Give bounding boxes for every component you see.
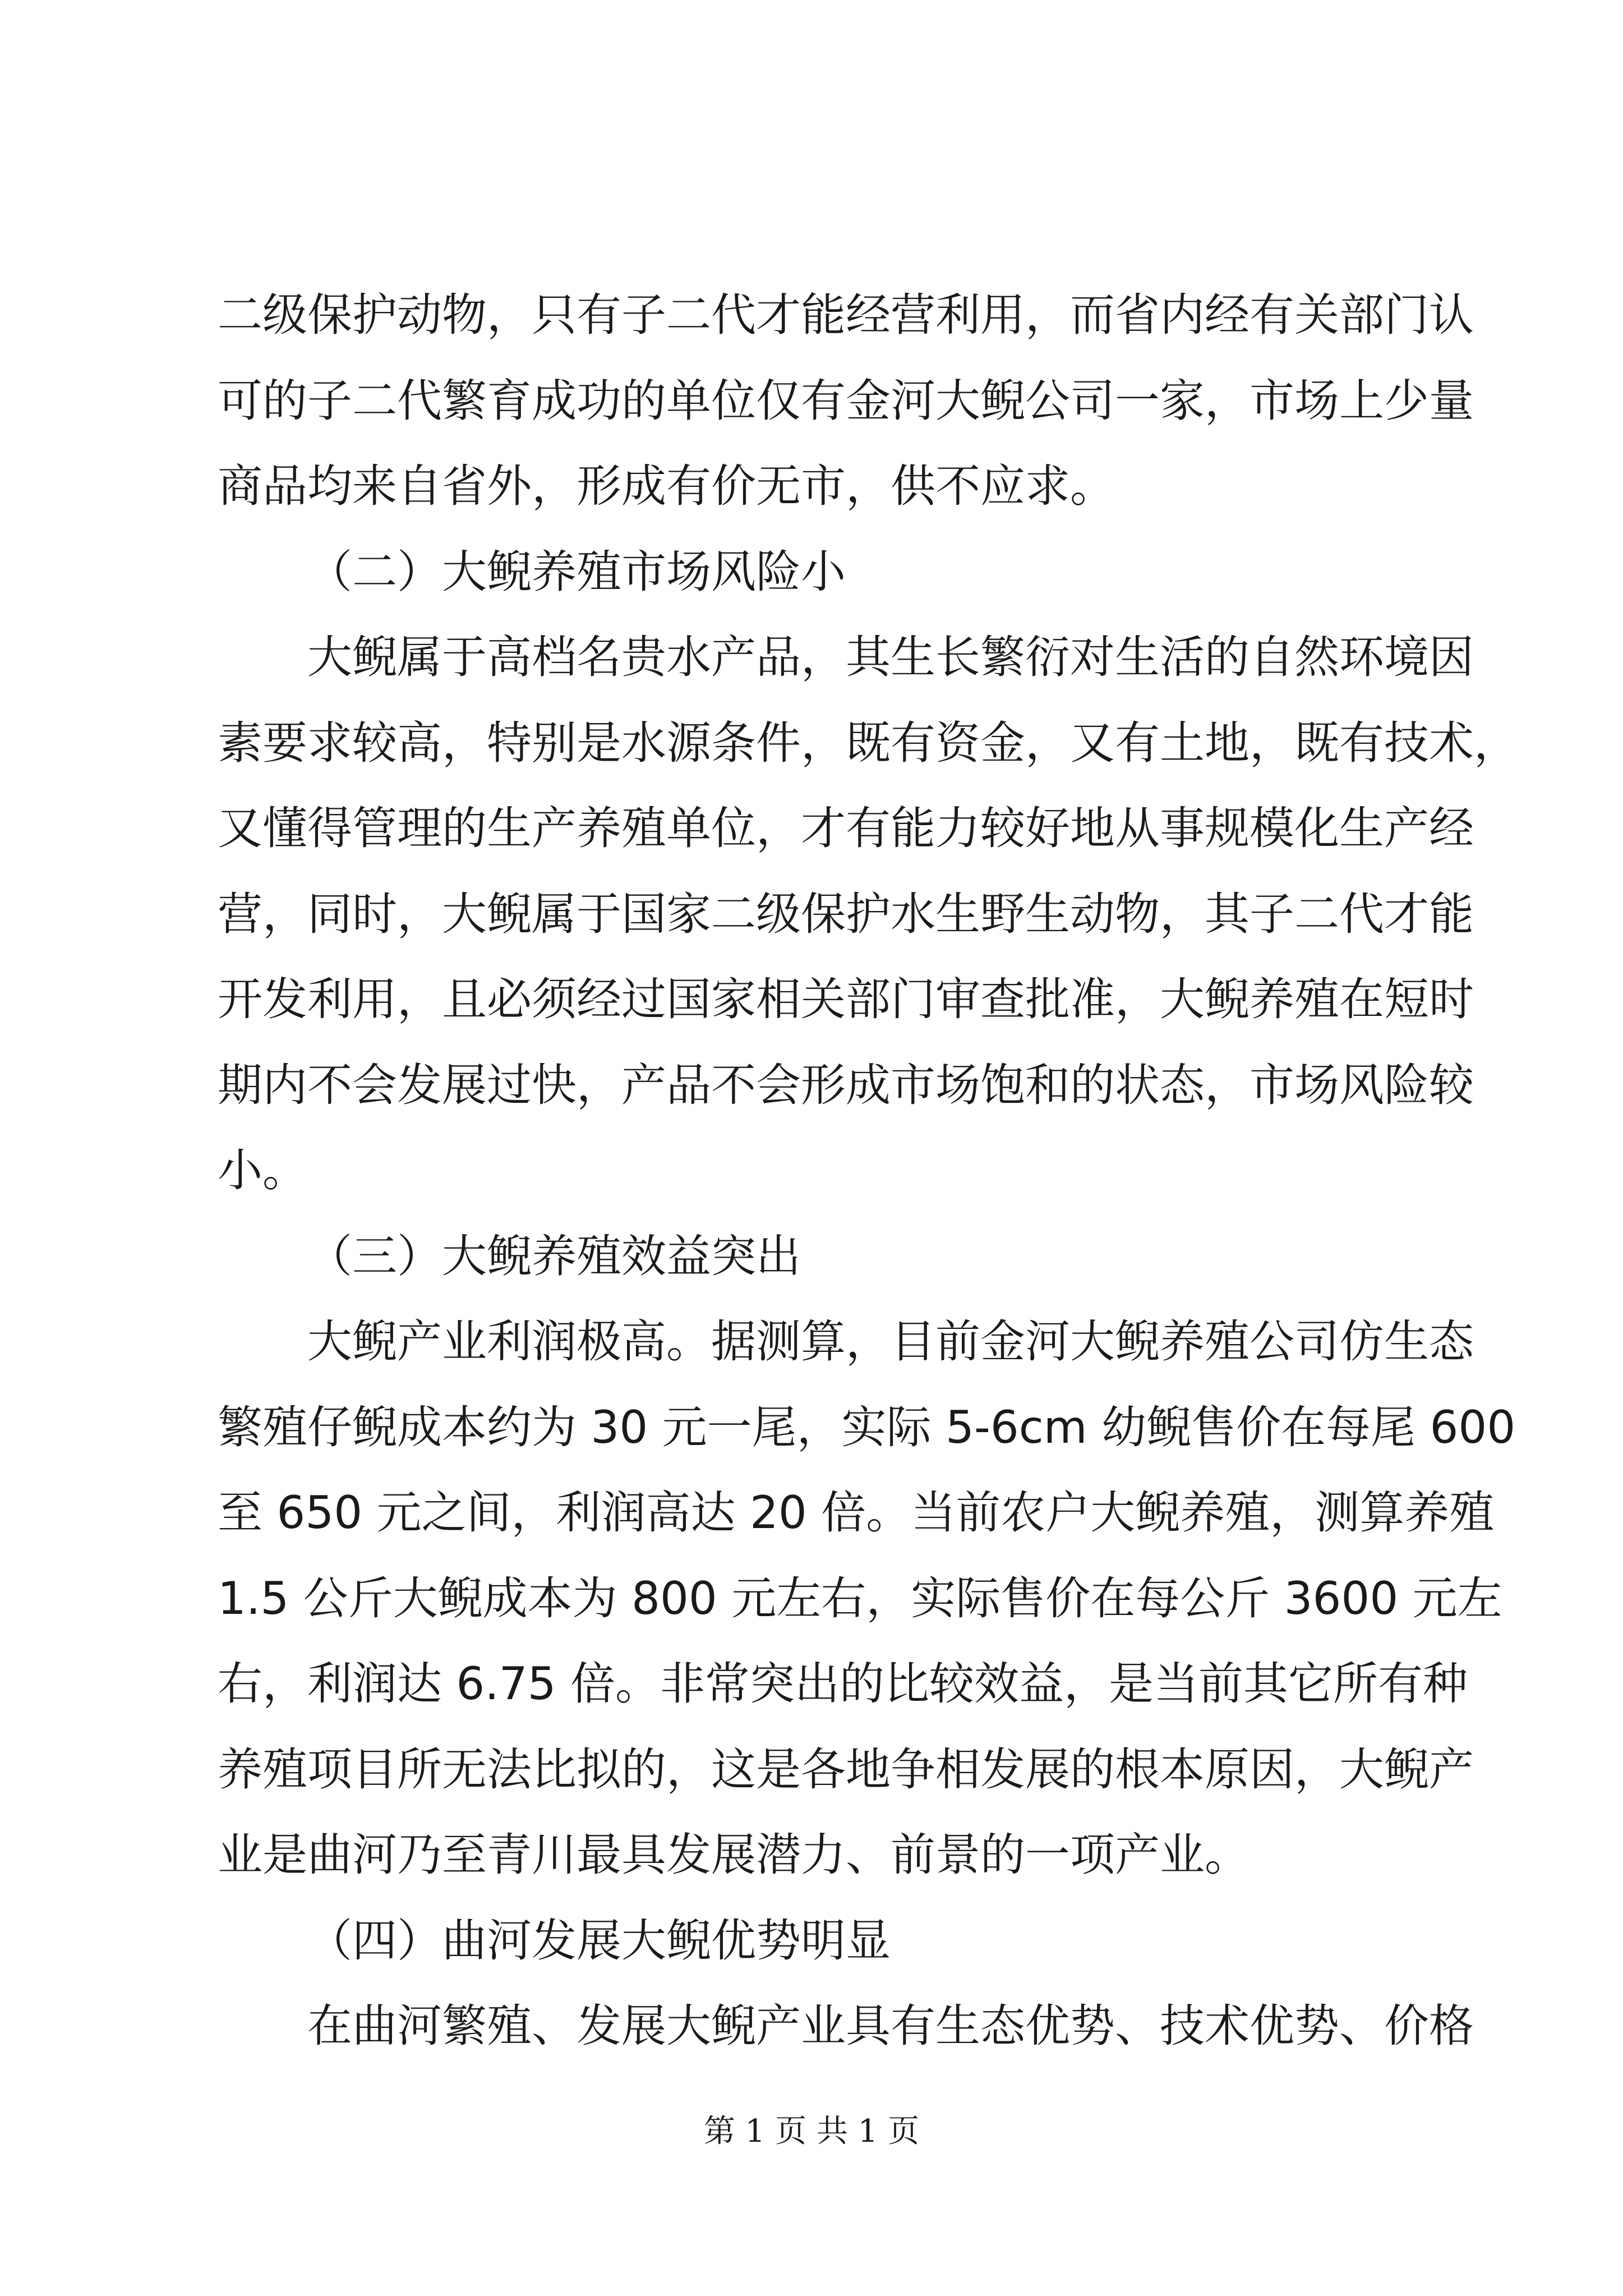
text-line: 养殖项目所无法比拟的，这是各地争相发展的根本原因，大鲵产 — [218, 1743, 1474, 1796]
text-line: 1.5 公斤大鲵成本为 800 元左右，实际售价在每公斤 3600 元左 — [218, 1572, 1502, 1625]
text-line: 素要求较高，特别是水源条件，既有资金，又有土地，既有技术， — [218, 716, 1519, 769]
text-line: 开发利用，且必须经过国家相关部门审查批准，大鲵养殖在短时 — [218, 973, 1474, 1025]
text-line: 二级保护动物，只有子二代才能经营利用，而省内经有关部门认 — [218, 289, 1474, 341]
section-heading: （二）大鲵养殖市场风险小 — [307, 545, 846, 598]
text-line: 可的子二代繁育成功的单位仅有金河大鲵公司一家，市场上少量 — [218, 374, 1474, 427]
body-text — [218, 273, 1519, 2069]
page-number-label: 第 1 页 共 1 页 — [703, 2113, 920, 2150]
text-line: 至 650 元之间，利润高达 20 倍。当前农户大鲵养殖，测算养殖 — [218, 1487, 1495, 1539]
text-line: 又懂得管理的生产养殖单位，才有能力较好地从事规模化生产经 — [218, 802, 1474, 854]
text-line: 大鲵产业利润极高。据测算，目前金河大鲵养殖公司仿生态 — [307, 1315, 1474, 1368]
section-heading: （三）大鲵养殖效益突出 — [307, 1230, 801, 1282]
text-line: 大鲵属于高档名贵水产品，其生长繁衍对生活的自然环境因 — [307, 631, 1474, 683]
text-line: 业是曲河乃至青川最具发展潜力、前景的一项产业。 — [218, 1829, 1249, 1881]
text-line: 营，同时，大鲵属于国家二级保护水生野生动物，其子二代才能 — [218, 887, 1474, 940]
text-line: 商品均来自省外，形成有价无市，供不应求。 — [218, 460, 1115, 512]
text-line: 期内不会发展过快，产品不会形成市场饱和的状态，市场风险较 — [218, 1059, 1474, 1111]
text-line: 右，利润达 6.75 倍。非常突出的比较效益，是当前其它所有种 — [218, 1658, 1468, 1710]
text-line: 在曲河繁殖、发展大鲵产业具有生态优势、技术优势、价格 — [307, 2000, 1474, 2052]
section-heading: （四）曲河发展大鲵优势明显 — [307, 1914, 891, 1967]
text-line: 繁殖仔鲵成本约为 30 元一尾，实际 5-6cm 幼鲵售价在每尾 600 — [218, 1401, 1516, 1453]
page-footer — [0, 2109, 1623, 2154]
text-line: 小。 — [218, 1144, 307, 1197]
